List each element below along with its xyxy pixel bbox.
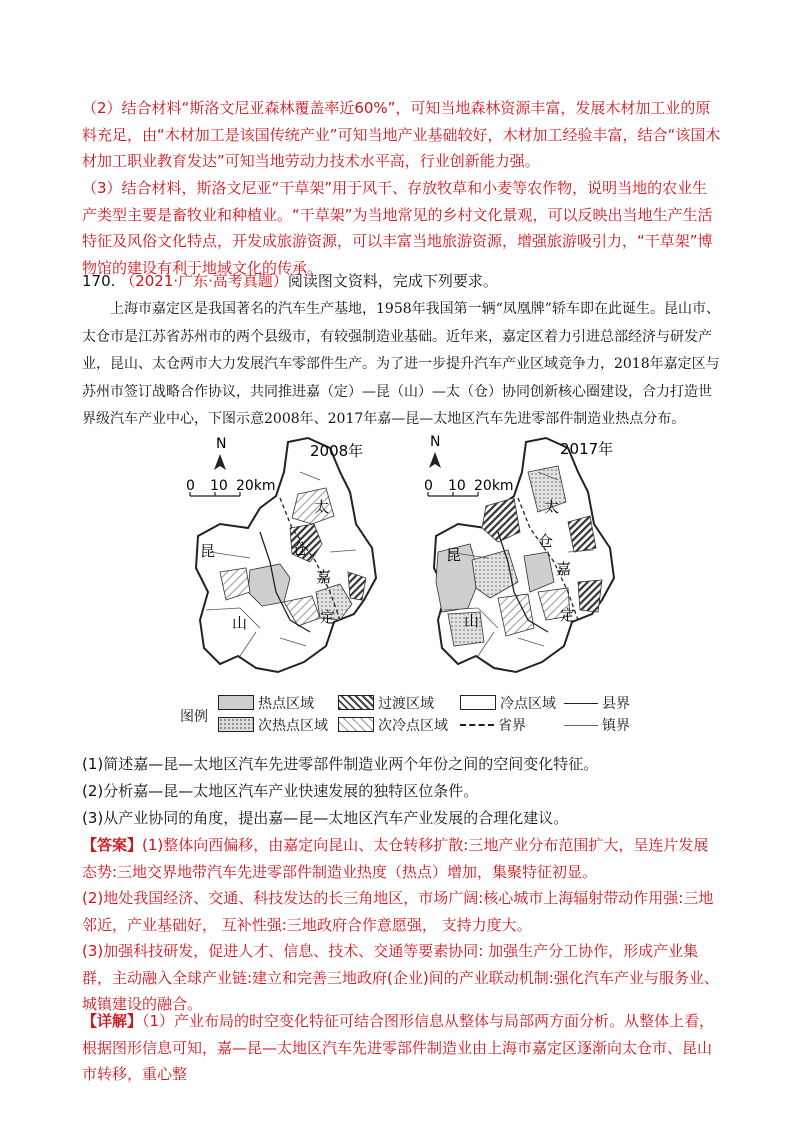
scale-tick-left-1: 10 [210, 478, 228, 494]
map-year-2008: 2008年 [310, 442, 364, 460]
label-left-jia: 嘉 [316, 568, 332, 586]
label-left-kun: 昆 [200, 542, 216, 560]
legend-swatch-subhotspot [218, 717, 254, 732]
legend-item-province-border: 省界 [460, 716, 526, 736]
legend-item-coldspot: 冷点区域 [460, 694, 556, 714]
scale-tick-left-0: 0 [186, 478, 195, 494]
label-left-ding: 定 [320, 608, 336, 626]
label-right-shan: 山 [464, 612, 480, 630]
legend-item-town-border: 镇界 [564, 716, 630, 736]
label-right-ding: 定 [560, 606, 576, 624]
legend-line-county [564, 703, 598, 704]
label-right-cang: 仓 [538, 532, 554, 550]
sub-question-3: (3)从产业协同的角度，提出嘉—昆—太地区汽车产业发展的合理化建议。 [82, 809, 569, 827]
answer-3: (3)加强科技研发，促进人才、信息、技术、交通等要素协同: 加强生产分工协作，形成产业集群，主动融入全球产业链:建立和完善三地政府(企业)间的产业联动机制:强化汽车产业与服务业、城镇建设的融合。 [82, 942, 719, 1013]
hotspot-maps-svg [180, 432, 640, 682]
analysis-part-2: （2）结合材料“斯洛文尼亚森林覆盖率近60%”，可知当地森林资源丰富，发展木材加工业的原料充足，由“木材加工是该国传统产业”可知当地产业基础较好，木材加工经验丰富，结合“该国木材加工职业教育发达”可知当地劳动力技术水平高，行业创新能力强。 [82, 99, 721, 170]
map-2017-transition-c [578, 580, 602, 612]
legend-item-hotspot: 热点区域 [218, 694, 314, 714]
sub-question-2: (2)分析嘉—昆—太地区汽车产业快速发展的独特区位条件。 [82, 782, 479, 800]
legend-line-town [564, 725, 598, 726]
label-right-tai: 太 [544, 498, 560, 516]
question-number: 170. [82, 272, 116, 290]
sub-question-1: (1)简述嘉—昆—太地区汽车先进零部件制造业两个年份之间的空间变化特征。 [82, 755, 599, 773]
legend-swatch-hotspot [218, 695, 254, 710]
map-2008-outline [196, 438, 376, 672]
map-2008 [196, 438, 376, 672]
label-left-tai: 太 [314, 498, 330, 516]
map-legend [180, 694, 660, 740]
label-left-shan: 山 [232, 614, 248, 632]
answer-1: 【答案】(1)整体向西偏移，由嘉定向昆山、太仓转移扩散:三地产业分布范围扩大，呈连片发展态势:三地交界地带汽车先进零部件制造业热度（热点）增加，集聚特征初显。 [82, 836, 709, 881]
question-header [82, 268, 722, 295]
legend-title: 图例 [180, 709, 208, 725]
north-label-right: N [430, 434, 441, 450]
answer-2: (2)地处我国经济、交通、科技发达的长三角地区，市场广阔:核心城市上海辐射带动作用强:三地邻近，产业基础好， 互补性强:三地政府合作意愿强， 支持力度大。 [82, 889, 714, 934]
detail: 【详解】（1）产业布局的时空变化特征可结合图形信息从整体与局部两方面分析。从整体上看，根据图形信息可知，嘉—昆—太地区汽车先进零部件制造业由上海市嘉定区逐渐向太仓市、昆山市转移，重心整 [82, 1012, 715, 1083]
scale-bar-left [186, 478, 276, 496]
scale-bar-right [424, 478, 514, 496]
scale-tick-right-1: 10 [448, 478, 466, 494]
legend-item-transition: 过渡区域 [338, 694, 434, 714]
label-right-jia: 嘉 [556, 560, 572, 578]
question-source: （2021·广东·高考真题） [120, 272, 288, 290]
legend-swatch-subcoldspot [338, 717, 374, 732]
north-arrow-left [214, 436, 226, 470]
label-left-cang: 仓 [292, 540, 308, 558]
hotspot-maps [180, 432, 640, 682]
north-label-left: N [216, 436, 227, 452]
legend-item-subcoldspot: 次冷点区域 [338, 716, 448, 736]
legend-item-subhotspot: 次热点区域 [218, 716, 328, 736]
scale-tick-left-2: 20km [236, 478, 276, 494]
scale-tick-right-2: 20km [474, 478, 514, 494]
legend-item-county-border: 县界 [564, 694, 630, 714]
answer-label: 【答案】 [82, 836, 143, 854]
scale-tick-right-0: 0 [424, 478, 433, 494]
north-arrow-right [429, 434, 441, 468]
question-material: 上海市嘉定区是我国著名的汽车生产基地，1958年我国第一辆“凤凰牌”轿车即在此诞生。昆山市、太仓市是江苏省苏州市的两个县级市，有较强制造业基础。近年来，嘉定区着力引进总部经济与研发产业，昆山、太仓两市大力发展汽车零部件生产。为了进一步提升汽车产业区域竞争力，2018年嘉定区与苏州市签订战略合作协议，共同推进嘉（定）—昆（山）—太（仓）协同创新核心圈建设，合力打造世界级汽车产业中心，下图示意2008年、2017年嘉—昆—太地区汽车先进零部件制造业热点分布。 [82, 301, 720, 427]
legend-swatch-transition [338, 695, 374, 710]
question-instruction: 阅读图文资料，完成下列要求。 [287, 272, 498, 290]
legend-swatch-coldspot [460, 695, 496, 710]
analysis-part-3: （3）结合材料，斯洛文尼亚“干草架”用于风干、存放牧草和小麦等农作物，说明当地的农业生产类型主要是畜牧业和种植业。“干草架”为当地常见的乡村文化景观，可以反映出当地生产生活特征及风俗文化特点，开发成旅游资源，可以丰富当地旅游资源，增强旅游吸引力，“干草架”博物馆的建设有利于地域文化的传承。 [82, 179, 713, 277]
map-year-2017: 2017年 [560, 440, 614, 458]
legend-line-province [460, 724, 494, 726]
label-right-kun: 昆 [446, 546, 462, 564]
detail-label: 【详解】 [82, 1012, 143, 1030]
